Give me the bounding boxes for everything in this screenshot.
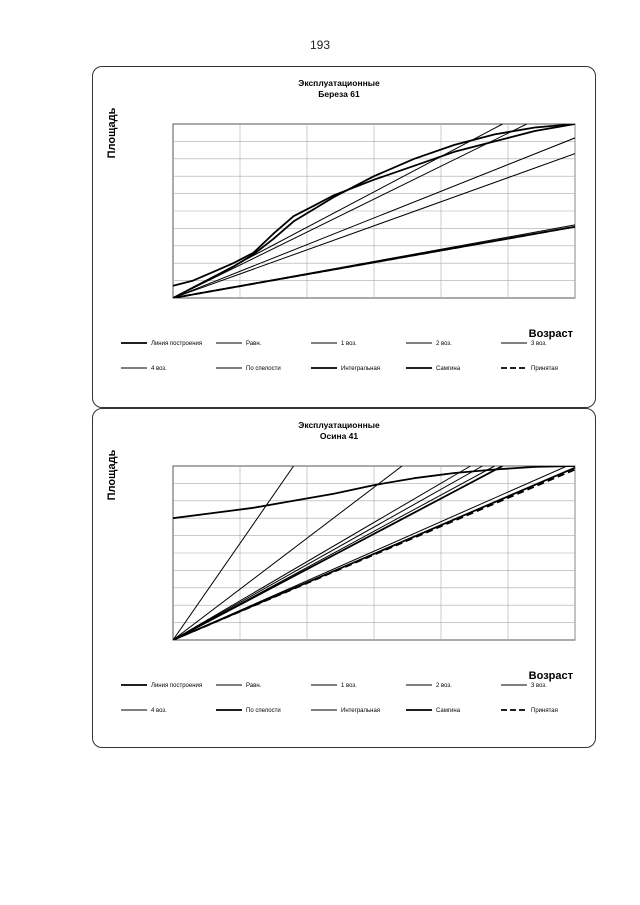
y-axis-label: Площадь: [106, 107, 118, 159]
chart-title: Эксплуатационные: [298, 78, 380, 88]
chart-birch-svg: [93, 67, 595, 407]
legend-label: 4 воз.: [151, 366, 167, 372]
legend-label: 1 воз.: [341, 341, 357, 347]
y-axis-label: Площадь: [106, 449, 118, 501]
legend-label: 2 воз.: [436, 683, 452, 689]
legend-label: Равн.: [246, 341, 262, 347]
legend-label: По спелости: [246, 366, 281, 372]
legend-label: Самгина: [436, 366, 461, 372]
chart-title: Эксплуатационные: [298, 420, 380, 430]
chart-panel-birch: [92, 66, 596, 408]
x-axis-label: Возраст: [528, 328, 573, 340]
chart-aspen-svg: [93, 409, 595, 747]
legend-label: Интегральная: [341, 366, 381, 372]
x-axis-label: Возраст: [528, 670, 573, 682]
legend-label: 1 воз.: [341, 683, 357, 689]
legend-label: Интегральная: [341, 708, 381, 714]
chart-subtitle: Береза 61: [318, 89, 360, 99]
legend-label: По спелости: [246, 708, 281, 714]
page-number: 193: [309, 38, 331, 52]
legend-label: 2 воз.: [436, 341, 452, 347]
legend-label: 3 воз.: [531, 683, 547, 689]
legend-label: Принятая: [531, 708, 558, 714]
chart-subtitle: Осина 41: [319, 431, 359, 441]
chart-panel-aspen: [92, 408, 596, 748]
legend-label: Самгина: [436, 708, 461, 714]
legend-label: Линия построения: [151, 683, 203, 689]
legend-label: 3 воз.: [531, 341, 547, 347]
legend-label: Принятая: [531, 366, 558, 372]
legend-label: 4 воз.: [151, 708, 167, 714]
legend-label: Линия построения: [151, 341, 203, 347]
legend-label: Равн.: [246, 683, 262, 689]
